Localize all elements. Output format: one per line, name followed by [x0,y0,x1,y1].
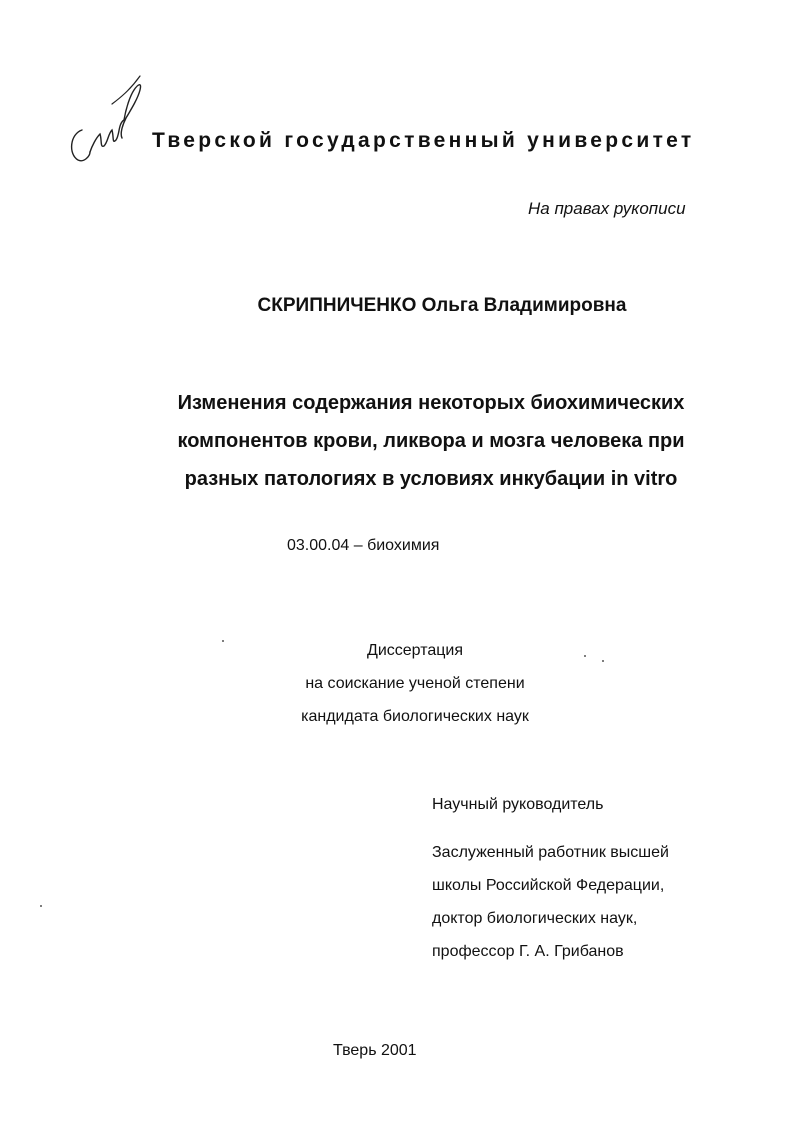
scan-speck [40,905,42,907]
scan-speck [222,640,224,642]
university-name: Тверской государственный университет [152,129,695,152]
city-year: Тверь 2001 [333,1042,417,1059]
handwritten-signature [60,68,150,178]
manuscript-note: На правах рукописи [528,199,686,218]
supervisor-detail-line: школы Российской Федерации, [432,877,665,894]
degree-line: кандидата биологических наук [301,708,529,725]
supervisor-detail-line: Заслуженный работник высшей [432,844,669,861]
supervisor-label: Научный руководитель [432,796,604,813]
thesis-title-line: компонентов крови, ликвора и мозга человека при [177,430,685,452]
thesis-title-line: разных патологиях в условиях инкубации in vitro [184,468,678,490]
degree-line: на соискание ученой степени [305,675,525,692]
supervisor-details [432,836,669,968]
degree-line: Диссертация [366,642,464,659]
degree-statement [0,634,793,733]
scan-speck [584,655,586,657]
thesis-title-line: Изменения содержания некоторых биохимических [177,392,685,414]
thesis-title [0,384,793,498]
specialty-code: 03.00.04 – биохимия [287,537,440,554]
supervisor-detail-line: профессор Г. А. Грибанов [432,943,624,960]
author-name: СКРИПНИЧЕНКО Ольга Владимировна [257,295,627,316]
supervisor-detail-line: доктор биологических наук, [432,910,638,927]
scan-speck [602,660,604,662]
